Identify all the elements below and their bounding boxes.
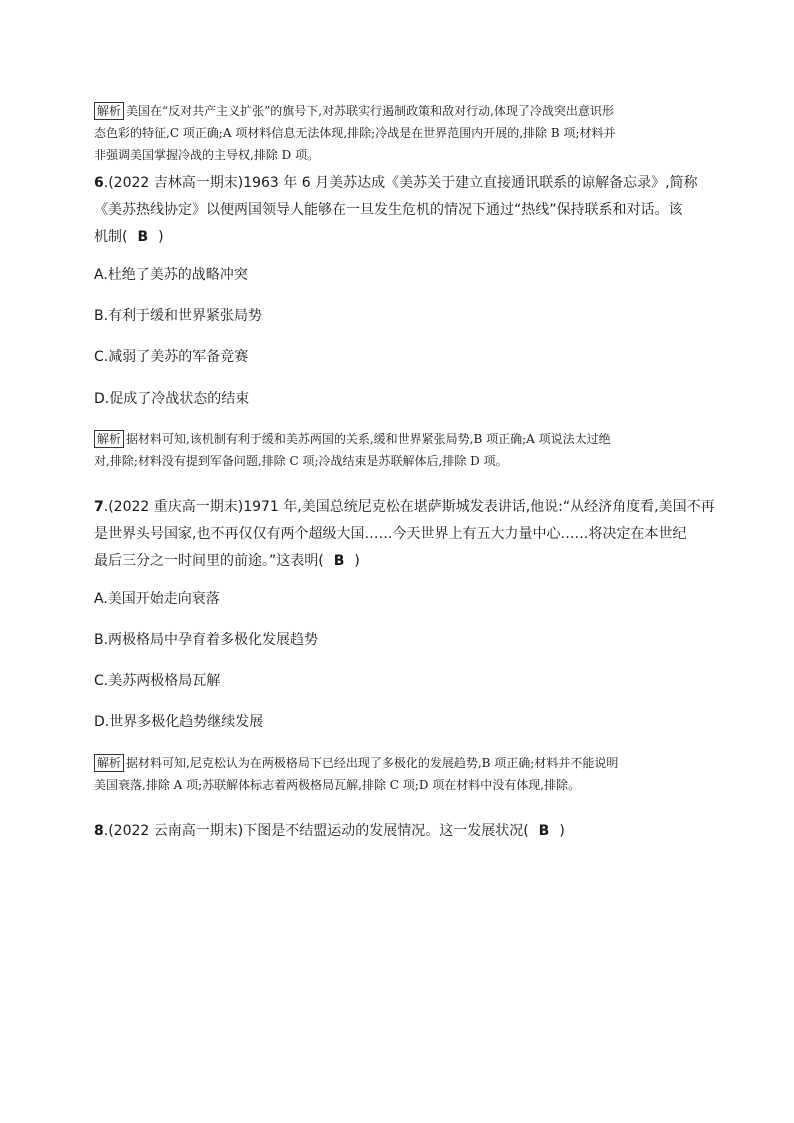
analysis-tag: 解析 [94,102,124,120]
question-8 [94,820,698,842]
analysis-line: 对,排除;材料没有提到军备问题,排除 C 项;冷战结束是苏联解体后,排除 D 项。 [94,454,508,468]
option-c: C.减弱了美苏的军备竞赛 [94,349,249,365]
analysis-line: 解析 据材料可知,尼克松认为在两极格局下已经出现了多极化的发展趋势,B 项正确;材料并不能说明 [94,752,698,774]
question-number: 7 [94,499,104,515]
option-a: A.美国开始走向衰落 [94,591,220,607]
analysis-line: 态色彩的特征,C 项正确;A 项材料信息无法体现,排除;冷战是在世界范围内开展的,排除 B 项;材料并 [94,126,616,140]
analysis-block-q5 [94,100,698,166]
analysis-line: 解析 据材料可知,该机制有利于缓和美苏两国的关系,缓和世界紧张局势,B 项正确;A 项说法太过绝 [94,428,698,450]
question-line: 7.(2022 重庆高一期末)1971 年,美国总统尼克松在堪萨斯城发表讲话,他说:“从经济角度看,美国不再 [94,499,715,515]
analysis-block-q6 [94,428,698,472]
answer-letter: B [333,553,345,569]
question-line: 最后三分之一时间里的前途。”这表明( B ) [94,553,360,569]
analysis-tag: 解析 [94,430,124,448]
question-line: 是世界头号国家,也不再仅仅有两个超级大国……今天世界上有五大力量中心……将决定在本世纪 [94,526,687,542]
analysis-line: 解析 美国在“反对共产主义扩张”的旗号下,对苏联实行遏制政策和敌对行动,体现了冷战突出意识形 [94,100,698,122]
analysis-tag: 解析 [94,754,124,772]
question-number: 8 [94,823,104,839]
option-d: D.世界多极化趋势继续发展 [94,714,264,730]
analysis-block-q7 [94,752,698,796]
answer-letter: B [538,823,550,839]
option-b: B.有利于缓和世界紧张局势 [94,308,263,324]
question-number: 6 [94,175,104,191]
question-line: 8.(2022 云南高一期末)下图是不结盟运动的发展情况。这一发展状况( B ) [94,823,565,839]
analysis-line: 美国衰落,排除 A 项;苏联解体标志着两极格局瓦解,排除 C 项;D 项在材料中没有体现,排除。 [94,778,581,792]
option-c: C.美苏两极格局瓦解 [94,673,221,689]
question-6 [94,172,698,248]
question-line: 机制( B ) [94,229,164,245]
analysis-line: 非强调美国掌握冷战的主导权,排除 D 项。 [94,148,320,162]
question-7 [94,496,715,572]
question-line: 《美苏热线协定》以便两国领导人能够在一旦发生危机的情况下通过“热线”保持联系和对话。该 [94,202,683,218]
option-d: D.促成了冷战状态的结束 [94,391,250,407]
option-b: B.两极格局中孕育着多极化发展趋势 [94,632,319,648]
option-a: A.杜绝了美苏的战略冲突 [94,267,248,283]
answer-letter: B [137,229,149,245]
question-line: 6.(2022 吉林高一期末)1963 年 6 月美苏达成《美苏关于建立直接通讯联系的谅解备忘录》,简称 [94,175,698,191]
